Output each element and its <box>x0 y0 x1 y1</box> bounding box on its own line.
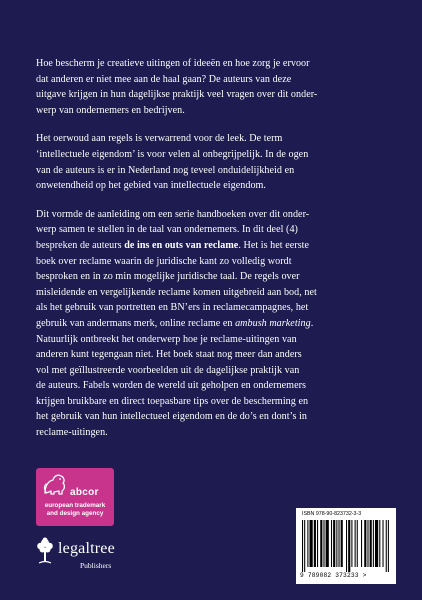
barcode-bar <box>336 520 337 567</box>
barcode-bar <box>388 520 389 572</box>
barcode-bar <box>367 520 368 567</box>
barcode-bar <box>355 520 356 567</box>
text-line: Hoe bescherm je creatieve uitingen of ideeën en hoe zorg je ervoor <box>36 58 310 69</box>
text-line: uitgave krijgen in hun dagelijkse praktijk veel vragen over dit onder- <box>36 89 318 101</box>
text-line: boek over reclame waarin de juridische kant zo volledig wordt <box>36 255 292 267</box>
barcode-bar <box>307 520 308 567</box>
barcode-bar <box>382 520 383 567</box>
barcode-bar <box>379 520 380 567</box>
legaltree-logo <box>36 534 126 584</box>
text-line <box>36 238 392 254</box>
barcode-bar <box>373 520 374 567</box>
text-line: vol met geïllustreerde voorbeelden uit de dagelijkse praktijk van <box>36 364 300 376</box>
text-line: onwetendheid op het gebied van intellectuele eigendom. <box>36 180 267 192</box>
barcode-bar <box>338 520 339 567</box>
text-line: werp samen te stellen in de taal van ondernemers. In dit deel (4) <box>36 224 298 236</box>
barcode-bar <box>348 520 350 572</box>
text-line: Het oerwoud aan regels is verwarrend voor de leek. De term <box>36 133 283 145</box>
text-line: krijgen bruikbare en direct toepasbare tips over de bescherming en <box>36 395 309 407</box>
barcode-bar <box>375 520 378 567</box>
text-line: het gebruik van hun intellectueel eigendom en de do’s en dont’s in <box>36 411 307 423</box>
text-run: bespreken de auteurs <box>36 239 125 251</box>
back-cover-text <box>36 56 392 454</box>
barcode-bar <box>302 520 303 572</box>
paragraph-2 <box>36 131 392 193</box>
text-line: anderen kunt tegengaan niet. Het boek staat nog meer dan anders <box>36 349 302 361</box>
text-line: de auteurs. Fabels worden de wereld uit geholpen en ondernemers <box>36 380 306 392</box>
abcor-wordmark: abcor <box>70 487 99 498</box>
barcode-digits: 9 789082 373233 > <box>300 572 367 579</box>
text-line: van de auteurs is er in Nederland nog teveel onduidelijkheid en <box>36 164 295 176</box>
text-line: reclame-uitingen. <box>36 427 108 439</box>
barcode-bar <box>310 520 313 567</box>
text-line: misleidende en vergelijkende reclame komen uitgebreid aan bod, net <box>36 286 317 298</box>
text-line: besproken en in zo min mogelijke juridische taal. De regels over <box>36 271 300 283</box>
text-run: gebruik van andermans merk, online reclame en <box>36 317 236 329</box>
text-line: dat anderen er niet mee aan de haal gaan? De auteurs van deze <box>36 73 292 85</box>
barcode-bar <box>314 520 316 567</box>
text-line <box>36 316 392 332</box>
barcode-bar <box>361 520 362 567</box>
barcode-bars <box>302 520 390 572</box>
bold-phrase: de ins en outs van reclame <box>124 239 239 251</box>
isbn-barcode <box>296 508 396 584</box>
publisher-subtitle: Publishers <box>80 561 112 570</box>
barcode-bar <box>364 520 366 567</box>
barcode-bar <box>351 520 352 567</box>
text-line: Natuurlijk ontbreekt het onderwerp hoe je reclame-uitingen van <box>36 333 297 345</box>
isbn-label: ISBN 978-90-823732-3-3 <box>302 511 362 517</box>
barcode-bar <box>333 520 335 567</box>
lion-icon <box>42 472 68 498</box>
barcode-bar <box>386 520 387 572</box>
text-line: werp van ondernemers en bedrijven. <box>36 104 185 116</box>
barcode-bar <box>357 520 358 567</box>
barcode-bar <box>320 520 322 567</box>
tree-icon <box>36 536 54 566</box>
barcode-bar <box>304 520 305 572</box>
legaltree-wordmark: legaltree <box>58 540 115 557</box>
text-line: Dit vormde de aanleiding om een serie handboeken over dit onder- <box>36 208 310 220</box>
barcode-bar <box>317 520 318 567</box>
barcode-bar <box>341 520 343 567</box>
paragraph-3 <box>36 207 392 441</box>
text-run: . <box>310 317 314 329</box>
barcode-bar <box>370 520 372 567</box>
abcor-tagline: and design agency <box>46 510 104 517</box>
text-line: ‘intellectuele eigendom’ is voor velen al onbegrijpelijk. In de ogen <box>36 148 309 160</box>
text-line: als het gebruik van portretten en BN’ers in reclamecampagnes, het <box>36 302 309 314</box>
abcor-logo <box>36 468 114 526</box>
barcode-bar <box>331 520 332 567</box>
italic-phrase: ambush marketing <box>235 317 311 329</box>
barcode-bar <box>323 520 324 567</box>
abcor-tagline: european trademark <box>44 502 106 509</box>
paragraph-1 <box>36 56 392 118</box>
barcode-bar <box>326 520 329 567</box>
barcode-bar <box>346 520 347 572</box>
text-run: . Het is het eerste <box>238 239 310 251</box>
